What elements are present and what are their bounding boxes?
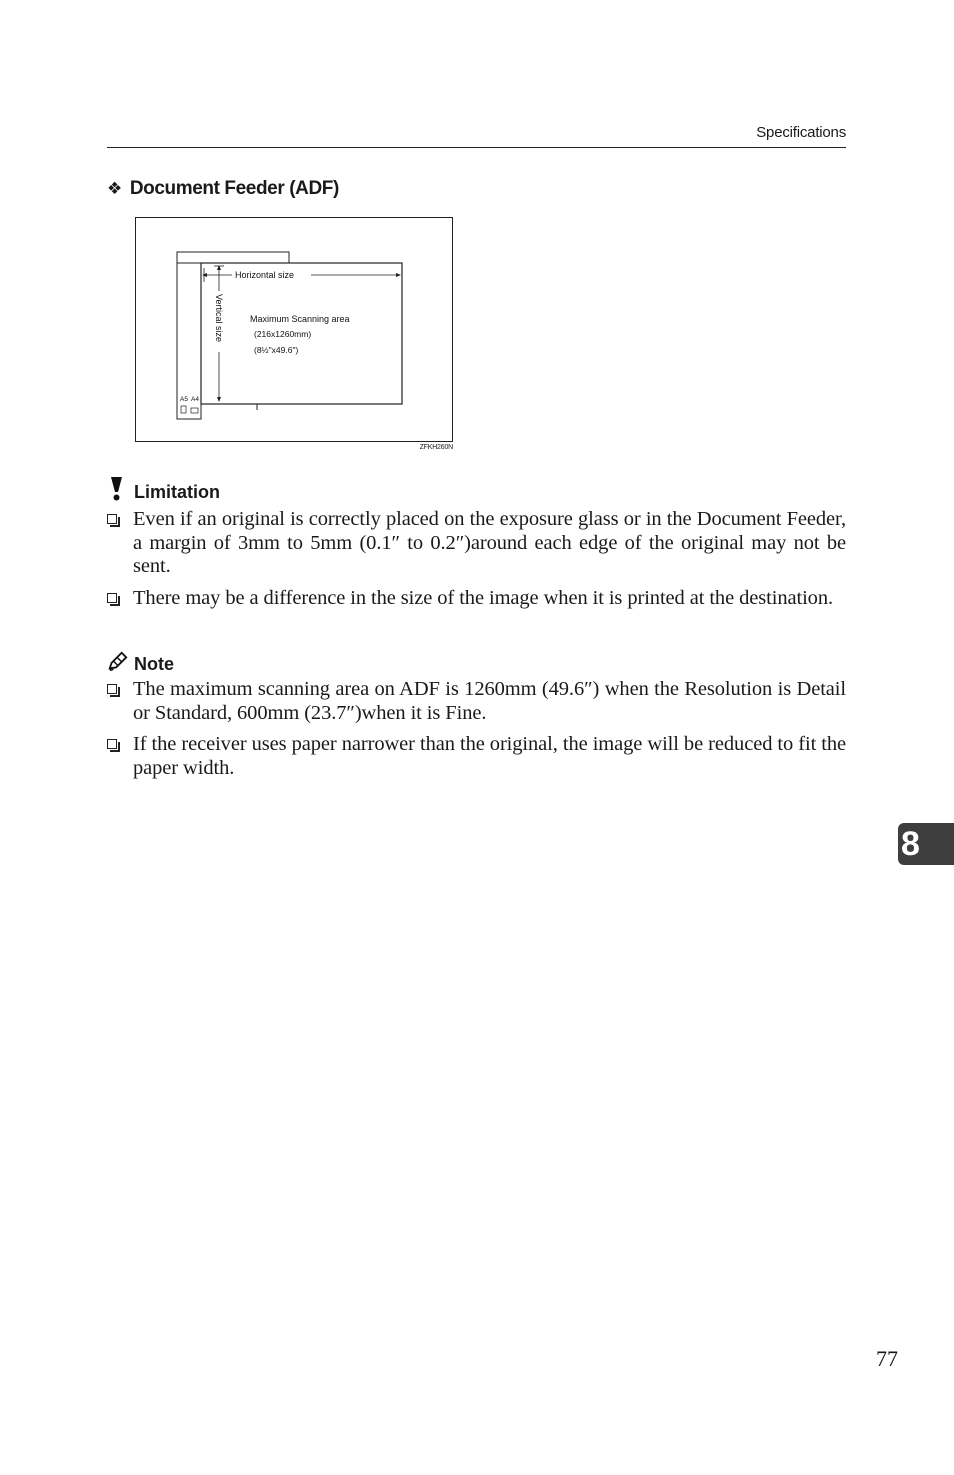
note-item: [107, 678, 846, 725]
landscape-paper-icon: [191, 408, 198, 413]
running-header: Specifications: [756, 124, 846, 141]
note-text: The maximum scanning area on ADF is 1260mm (49.6″) when the Resolution is Detail or Standard, 600mm (23.7″)when it is Fine.: [133, 678, 846, 724]
diagram-drawing: [136, 218, 454, 443]
a4-label: A4: [191, 396, 199, 403]
note-item: [107, 733, 846, 780]
max-area-metric: (216x1260mm): [254, 329, 312, 339]
limitation-label: Limitation: [134, 482, 220, 502]
max-area-imperial: (8½"x49.6"): [254, 345, 299, 355]
limitation-text: There may be a difference in the size of the image when it is printed at the destination.: [133, 587, 833, 609]
pencil-icon: [107, 648, 129, 674]
sheet-outline-top: [177, 252, 289, 263]
note-heading: [107, 648, 174, 674]
section-title: Document Feeder (ADF): [129, 178, 339, 199]
max-area-title: Maximum Scanning area: [250, 314, 350, 324]
page-number: 77: [876, 1346, 898, 1371]
figure-id: ZFKH260N: [419, 444, 453, 451]
limitation-item: [107, 508, 846, 579]
portrait-paper-icon: [181, 406, 186, 413]
exclamation-icon: [107, 476, 129, 502]
limitation-heading: [107, 476, 220, 502]
diamond-bullet-icon: ❖: [107, 179, 122, 198]
a5-label: A5: [180, 396, 188, 403]
header-rule: [107, 147, 846, 148]
vertical-size-label: Vertical size: [214, 294, 224, 343]
chapter-tab: 8: [898, 823, 954, 865]
checkbox-bullet-icon: [107, 684, 117, 694]
horizontal-size-label: Horizontal size: [235, 270, 295, 280]
checkbox-bullet-icon: [107, 593, 117, 603]
limitation-text: Even if an original is correctly placed on the exposure glass or in the Document Feeder, a margin of 3mm to 5mm (0.1″ to 0.2″)around each edge of the original may not be sent.: [133, 508, 846, 577]
note-text: If the receiver uses paper narrower than the original, the image will be reduced to fit the paper width.: [133, 733, 846, 779]
note-label: Note: [134, 654, 174, 674]
limitation-item: [107, 587, 846, 611]
section-heading: [107, 178, 339, 200]
checkbox-bullet-icon: [107, 739, 117, 749]
adf-scan-area-diagram: [135, 217, 453, 442]
checkbox-bullet-icon: [107, 514, 117, 524]
